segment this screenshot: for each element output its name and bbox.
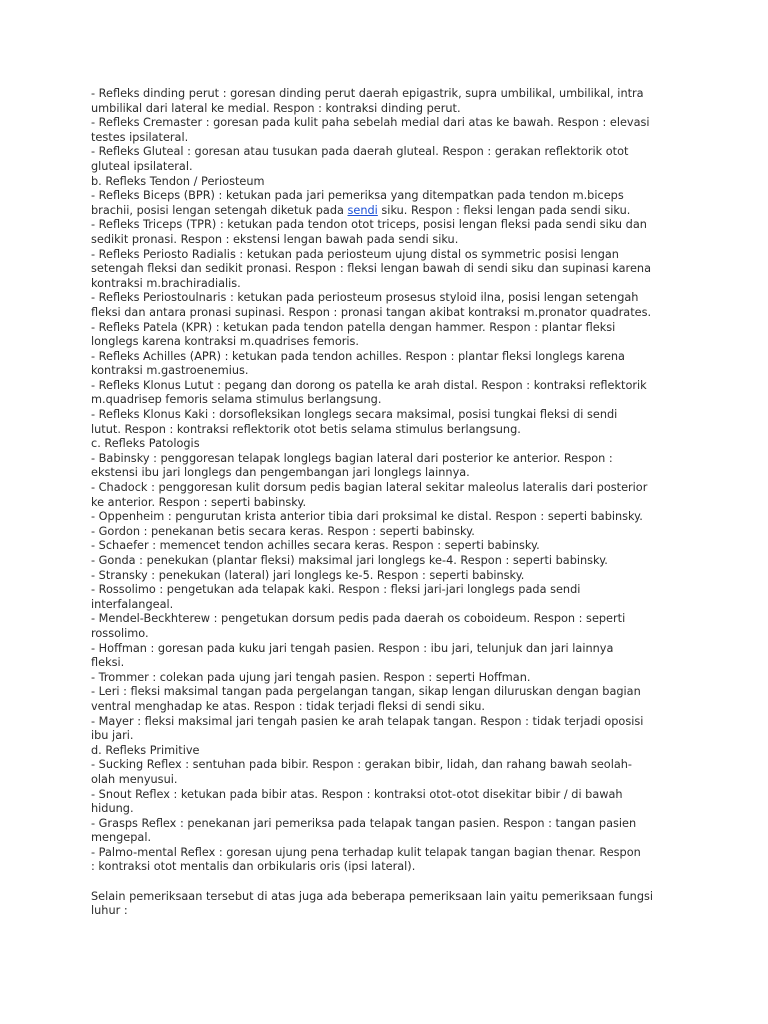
text-segment: kontraksi m.brachiradialis. (91, 276, 241, 290)
text-segment: - Gonda : penekukan (plantar fleksi) maksimal jari longlegs ke-4. Respon : seperti babinsky. (91, 554, 608, 567)
text-line (91, 452, 731, 467)
text-line (91, 131, 731, 146)
text-segment: - Refleks Achilles (APR) : ketukan pada tendon achilles. Respon : plantar fleksi longlegs karena (91, 349, 625, 363)
text-line (91, 393, 731, 408)
text-line (91, 744, 731, 759)
document-body (91, 87, 731, 919)
text-segment: luhur : (91, 904, 128, 918)
text-segment: - Refleks Klonus Kaki : dorsofleksikan longlegs secara maksimal, posisi tungkai fleksi di sendi (91, 408, 618, 422)
text-line (91, 321, 731, 336)
text-segment: - Mendel-Beckhterew : pengetukan dorsum pedis pada daerah os coboideum. Respon : seperti (91, 612, 626, 626)
text-line (91, 773, 731, 788)
text-line (91, 860, 731, 875)
text-segment: - Refleks Triceps (TPR) : ketukan pada tendon otot triceps, posisi lengan fleksi pada sendi siku dan (91, 218, 647, 232)
text-line (91, 481, 731, 496)
paragraph-gap (91, 875, 731, 890)
text-line (91, 277, 731, 292)
text-line (91, 656, 731, 671)
text-line (91, 831, 731, 846)
text-segment: - Stransky : penekukan (lateral) jari longlegs ke-5. Respon : seperti babinsky. (91, 568, 525, 582)
text-line (91, 539, 731, 554)
text-segment: - Grasps Reflex : penekanan jari pemeriksa pada telapak tangan pasien. Respon : tangan pasien (91, 816, 637, 830)
text-segment: interfalangeal. (91, 597, 174, 611)
text-line (91, 642, 731, 657)
text-line (91, 408, 731, 423)
text-line (91, 700, 731, 715)
text-line (91, 671, 731, 686)
text-segment: - Chadock : penggoresan kulit dorsum pedis bagian lateral sekitar maleolus lateralis dari posterior (91, 481, 648, 495)
text-segment: - Hoffman : goresan pada kuku jari tengah pasien. Respon : ibu jari, telunjuk dan jari lainnya (91, 641, 614, 655)
text-line (91, 189, 731, 204)
text-line (91, 525, 731, 540)
text-line (91, 379, 731, 394)
text-line (91, 685, 731, 700)
text-segment: - Rossolimo : pengetukan ada telapak kaki. Respon : fleksi jari-jari longlegs pada sendi (91, 583, 581, 597)
text-line (91, 554, 731, 569)
text-segment: - Refleks dinding perut : goresan dinding perut daerah epigastrik, supra umbilikal, umbilikal, intra (91, 87, 644, 100)
text-segment: umbilikal dari lateral ke medial. Respon : kontraksi dinding perut. (91, 101, 461, 115)
text-segment: ekstensi ibu jari longlegs dan pengembangan jari longlegs lainnya. (91, 466, 470, 480)
text-line (91, 583, 731, 598)
text-line (91, 364, 731, 379)
text-line (91, 758, 731, 773)
text-segment: fleksi dan antara pronasi supinasi. Respon : pronasi tangan akibat kontraksi m.pronator quadrates. (91, 305, 652, 319)
text-segment: - Refleks Biceps (BPR) : ketukan pada jari pemeriksa yang ditempatkan pada tendon m.biceps (91, 189, 624, 203)
text-segment: - Refleks Klonus Lutut : pegang dan dorong os patella ke arah distal. Respon : kontraksi reflektorik (91, 378, 647, 392)
text-line (91, 116, 731, 131)
text-line (91, 160, 731, 175)
text-line (91, 423, 731, 438)
text-line (91, 904, 731, 919)
text-line (91, 510, 731, 525)
text-line (91, 802, 731, 817)
text-segment: rossolimo. (91, 626, 149, 640)
text-line (91, 218, 731, 233)
text-segment: c. Refleks Patologis (91, 437, 200, 451)
text-segment: - Leri : fleksi maksimal tangan pada pergelangan tangan, sikap lengan diluruskan dengan bagian (91, 685, 641, 699)
text-segment: - Mayer : fleksi maksimal jari tengah pasien ke arah telapak tangan. Respon : tidak terjadi oposisi (91, 714, 644, 728)
text-line (91, 350, 731, 365)
text-segment: - Trommer : colekan pada ujung jari tengah pasien. Respon : seperti Hoffman. (91, 670, 531, 684)
text-line (91, 306, 731, 321)
text-segment: - Sucking Reflex : sentuhan pada bibir. Respon : gerakan bibir, lidah, dan rahang bawah seolah- (91, 758, 632, 772)
text-line (91, 729, 731, 744)
text-line (91, 204, 731, 219)
text-segment: lutut. Respon : kontraksi reflektorik otot betis selama stimulus berlangsung. (91, 422, 521, 436)
text-segment: hidung. (91, 802, 134, 816)
text-segment: gluteal ipsilateral. (91, 159, 193, 173)
text-segment: brachii, posisi lengan setengah diketuk pada (91, 203, 348, 217)
text-segment: Selain pemeriksaan tersebut di atas juga ada beberapa pemeriksaan lain yaitu pemeriksaan fungsi (91, 889, 654, 903)
text-line (91, 715, 731, 730)
text-segment: fleksi. (91, 656, 125, 670)
text-segment: d. Refleks Primitive (91, 743, 200, 757)
text-line (91, 817, 731, 832)
text-segment: - Refleks Periostoulnaris : ketukan pada periosteum prosesus styloid ilna, posisi lengan setengah (91, 291, 639, 305)
text-line (91, 291, 731, 306)
text-line (91, 233, 731, 248)
text-line (91, 437, 731, 452)
text-line (91, 788, 731, 803)
text-segment: - Babinsky : penggoresan telapak longlegs bagian lateral dari posterior ke anterior. Respon : (91, 451, 613, 465)
text-line (91, 627, 731, 642)
text-segment: - Oppenheim : pengurutan krista anterior tibia dari proksimal ke distal. Respon : seperti babinsky. (91, 510, 643, 524)
text-segment: olah menyusui. (91, 772, 178, 786)
text-line (91, 846, 731, 861)
text-segment: b. Refleks Tendon / Periosteum (91, 174, 265, 188)
text-segment: kontraksi m.gastroenemius. (91, 364, 249, 378)
text-line (91, 262, 731, 277)
text-line (91, 248, 731, 263)
text-segment: setengah fleksi dan sedikit pronasi. Respon : fleksi lengan bawah di sendi siku dan supinasi karena (91, 262, 651, 276)
text-line (91, 569, 731, 584)
text-segment: - Refleks Cremaster : goresan pada kulit paha sebelah medial dari atas ke bawah. Respon : elevasi (91, 116, 650, 130)
text-line (91, 175, 731, 190)
text-segment: ke anterior. Respon : seperti babinsky. (91, 495, 307, 509)
text-line (91, 466, 731, 481)
text-segment: ibu jari. (91, 729, 134, 743)
text-segment: sedikit pronasi. Respon : ekstensi lengan bawah pada sendi siku. (91, 232, 459, 246)
text-segment: testes ipsilateral. (91, 130, 189, 144)
text-segment: - Gordon : penekanan betis secara keras. Respon : seperti babinsky. (91, 524, 475, 538)
text-segment: mengepal. (91, 831, 152, 845)
text-line (91, 145, 731, 160)
text-segment: - Refleks Gluteal : goresan atau tusukan pada daerah gluteal. Respon : gerakan reflektorik otot (91, 145, 629, 159)
text-segment: m.quadrisep femoris selama stimulus berlangsung. (91, 393, 382, 407)
text-line (91, 335, 731, 350)
text-line (91, 102, 731, 117)
text-line (91, 612, 731, 627)
text-segment: : kontraksi otot mentalis dan orbikularis oris (ipsi lateral). (91, 860, 416, 874)
text-segment: - Refleks Patela (KPR) : ketukan pada tendon patella dengan hammer. Respon : plantar fleksi (91, 320, 616, 334)
text-segment: ventral menghadap ke atas. Respon : tidak terjadi fleksi di sendi siku. (91, 699, 485, 713)
text-segment: - Palmo-mental Reflex : goresan ujung pena terhadap kulit telapak tangan bagian thenar. Respon (91, 845, 641, 859)
text-segment: siku. Respon : fleksi lengan pada sendi siku. (377, 203, 631, 217)
sendi-link[interactable]: sendi (347, 203, 378, 217)
text-line (91, 598, 731, 613)
text-line (91, 496, 731, 511)
text-segment: - Snout Reflex : ketukan pada bibir atas. Respon : kontraksi otot-otot disekitar bibir / di bawah (91, 787, 623, 801)
text-segment: - Refleks Periosto Radialis : ketukan pada periosteum ujung distal os symmetric posisi lengan (91, 247, 619, 261)
text-segment: longlegs karena kontraksi m.quadrises femoris. (91, 335, 359, 349)
text-segment: - Schaefer : memencet tendon achilles secara keras. Respon : seperti babinsky. (91, 539, 540, 553)
text-line (91, 890, 731, 905)
text-line (91, 87, 731, 102)
